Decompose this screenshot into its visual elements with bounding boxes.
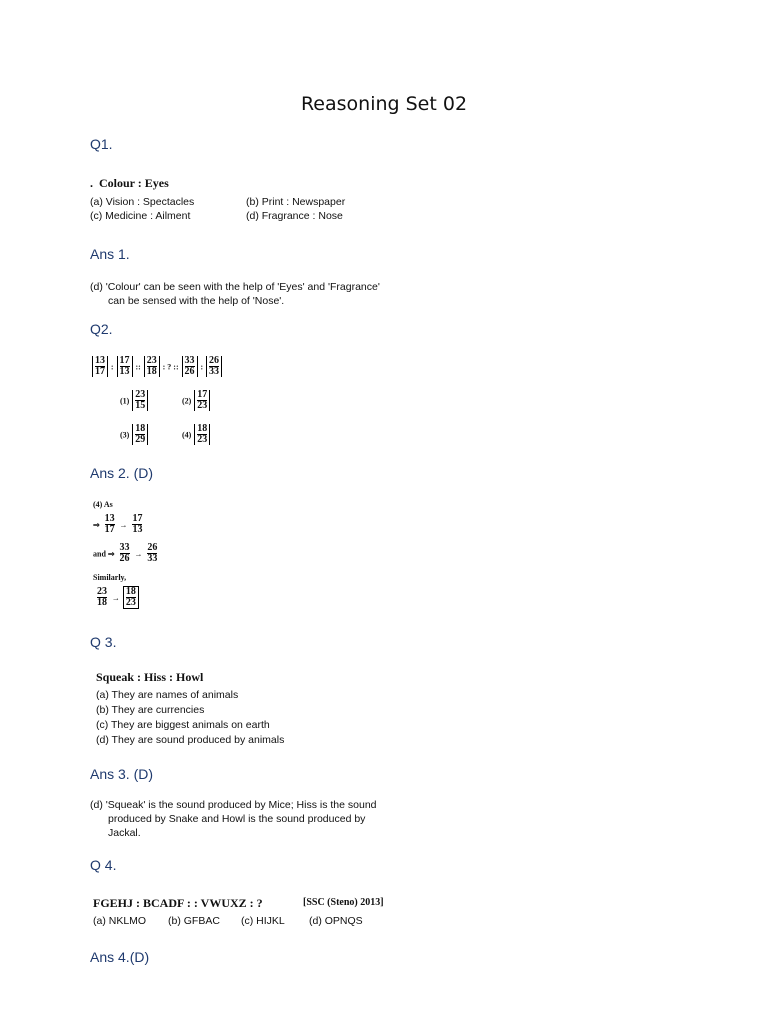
ans1-text: [90, 280, 390, 308]
q2-pair-5: $\frac{26}{33}$: [206, 356, 222, 377]
q1-label: Q1.: [90, 136, 113, 152]
ans3-line3: Jackal.: [108, 827, 141, 839]
q4-option-a: (a) NKLMO: [93, 915, 147, 927]
q2-label: Q2.: [90, 321, 113, 337]
q1-option-c: (c) Medicine : Ailment: [90, 210, 191, 222]
ans2-as: (4) As: [93, 500, 113, 509]
q3-label: Q 3.: [90, 634, 117, 650]
ans1-line2: can be sensed with the help of 'Nose'.: [108, 295, 285, 307]
q2-sep-1: :: [110, 362, 114, 372]
q4-question: FGEHJ : BCADF : : VWUXZ : ?: [93, 896, 263, 910]
q1-question-block: [90, 176, 390, 232]
ans3-label: Ans 3. (D): [90, 766, 154, 782]
q1-option-b: (b) Print : Newspaper: [246, 196, 346, 208]
q2-option-1: (1) $\frac{23}{15}$: [120, 390, 148, 411]
q2-sep-4: :: [200, 362, 204, 372]
q1-bullet: .: [90, 176, 93, 190]
q1-option-a: (a) Vision : Spectacles: [90, 196, 195, 208]
ans4-label: Ans 4.(D): [90, 949, 150, 965]
ans3-line1: (d) 'Squeak' is the sound produced by Mice; Hiss is the sound: [90, 799, 377, 811]
q3-option-a: (a) They are names of animals: [96, 689, 239, 701]
q2-pair-3: $\frac{23}{18}$: [144, 356, 160, 377]
q1-question: Colour : Eyes: [99, 176, 169, 190]
ans3-line2: produced by Snake and Howl is the sound produced by: [108, 813, 366, 825]
q2-option-3: (3) $\frac{18}{29}$: [120, 424, 148, 445]
q2-option-2: (2) $\frac{17}{23}$: [182, 390, 210, 411]
q2-pair-1: $\frac{13}{17}$: [92, 356, 108, 377]
ans2-and: and: [93, 549, 106, 559]
q4-source: [SSC (Steno) 2013]: [303, 897, 384, 908]
q4-label: Q 4.: [90, 857, 117, 873]
q3-option-d: (d) They are sound produced by animals: [96, 734, 285, 746]
page-title: Reasoning Set 02: [300, 93, 468, 115]
q2-sep-3: : ? ::: [162, 362, 179, 372]
q4-option-b: (b) GFBAC: [168, 915, 220, 927]
q2-option-4: (4) $\frac{18}{23}$: [182, 424, 210, 445]
ans1-line1: (d) 'Colour' can be seen with the help of 'Eyes' and 'Fragrance': [90, 281, 380, 293]
q2-sep-2: ::: [135, 362, 141, 372]
q3-option-c: (c) They are biggest animals on earth: [96, 719, 270, 731]
q4-question-block: [93, 896, 393, 932]
q4-option-d: (d) OPNQS: [309, 915, 363, 927]
ans3-text: [90, 798, 390, 840]
q1-option-d: (d) Fragrance : Nose: [246, 210, 343, 222]
q3-question: Squeak : Hiss : Howl: [96, 670, 204, 684]
ans2-row-3: $\frac{23}{18}$ → $\frac{18}{23}$: [95, 586, 139, 609]
ans1-label: Ans 1.: [90, 246, 130, 262]
ans2-label: Ans 2. (D): [90, 465, 154, 481]
q4-option-c: (c) HIJKL: [241, 915, 285, 927]
q3-option-b: (b) They are currencies: [96, 704, 205, 716]
ans2-row-1: ⇒ $\frac{13}{17}$ → $\frac{17}{13}$: [93, 513, 143, 535]
q2-pair-4: $\frac{33}{26}$: [182, 356, 198, 377]
ans2-row-2: and ⇒ $\frac{33}{26}$ → $\frac{26}{33}$: [93, 542, 158, 564]
q3-question-block: [96, 670, 396, 750]
q2-figure: [92, 356, 272, 452]
q2-ratio-row: [92, 356, 222, 377]
ans2-similarly: Similarly,: [93, 573, 127, 582]
ans2-figure: [93, 498, 213, 613]
q2-pair-2: $\frac{17}{13}$: [117, 356, 133, 377]
